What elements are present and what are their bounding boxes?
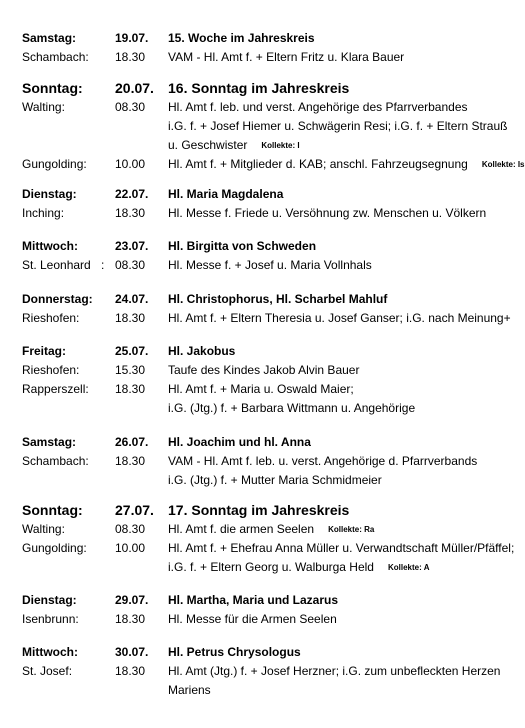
- date: 30.07.: [115, 645, 149, 659]
- day-header: [0, 78, 515, 98]
- location: Gungolding:: [22, 157, 87, 171]
- weekday: Sonntag:: [22, 80, 83, 96]
- schedule-entry: [0, 203, 515, 223]
- date: 26.07.: [115, 435, 149, 449]
- feast-title: 16. Sonntag im Jahreskreis: [168, 80, 350, 96]
- time: 08.30: [115, 100, 146, 114]
- location: Walting:: [22, 100, 65, 114]
- intention-text: i.G. (Jtg.) f. + Barbara Wittmann u. Angehörige: [168, 401, 416, 415]
- time: 18.30: [115, 206, 146, 220]
- feast-title: 15. Woche im Jahreskreis: [168, 31, 315, 45]
- intention-text: Taufe des Kindes Jakob Alvin Bauer: [168, 363, 360, 377]
- schedule-entry: [0, 47, 515, 67]
- schedule-entry: [0, 557, 515, 577]
- weekday: Dienstag:: [22, 593, 77, 607]
- location: Isenbrunn:: [22, 612, 79, 626]
- schedule-entry: [0, 97, 515, 117]
- location: Inching:: [22, 206, 65, 220]
- intention-text: VAM - Hl. Amt f. + Eltern Fritz u. Klara Bauer: [168, 50, 405, 64]
- time: 18.30: [115, 664, 146, 678]
- weekday: Donnerstag:: [22, 292, 93, 306]
- feast-title: Hl. Maria Magdalena: [168, 187, 284, 201]
- location: Rieshofen:: [22, 363, 80, 377]
- time: 10.00: [115, 157, 146, 171]
- day-header: [0, 236, 515, 256]
- schedule-entry: [0, 470, 515, 490]
- intention-text: Hl. Messe f. Friede u. Versöhnung zw. Menschen u. Völkern: [168, 206, 487, 220]
- time: 15.30: [115, 363, 146, 377]
- kollekte-note: Kollekte: A: [387, 563, 430, 572]
- date: 25.07.: [115, 344, 149, 358]
- time: 18.30: [115, 454, 146, 468]
- feast-title: Hl. Joachim und hl. Anna: [168, 435, 311, 449]
- weekday: Freitag:: [22, 344, 67, 358]
- schedule-entry: [0, 519, 515, 539]
- date: 22.07.: [115, 187, 149, 201]
- intention-text: Mariens: [168, 683, 211, 697]
- feast-title: 17. Sonntag im Jahreskreis: [168, 502, 350, 518]
- feast-title: Hl. Christophorus, Hl. Scharbel Mahluf: [168, 292, 388, 306]
- location: Rapperszell:: [22, 382, 89, 396]
- date: 29.07.: [115, 593, 149, 607]
- weekday: Mittwoch:: [22, 645, 78, 659]
- schedule-entry: [0, 398, 515, 418]
- location: St. Leonhard: [22, 258, 91, 272]
- schedule-entry: [0, 661, 515, 681]
- intention-text: Hl. Amt f. + Maria u. Oswald Maier;: [168, 382, 354, 396]
- schedule-entry: [0, 255, 515, 275]
- weekday: Mittwoch:: [22, 239, 78, 253]
- schedule-entry: [0, 680, 515, 700]
- day-header: [0, 289, 515, 309]
- schedule-entry: [0, 135, 515, 155]
- schedule-entry: [0, 609, 515, 629]
- intention-text: i.G. f. + Josef Hiemer u. Schwägerin Resi; i.G. f. + Eltern Strauß: [168, 119, 508, 133]
- feast-title: Hl. Birgitta von Schweden: [168, 239, 317, 253]
- feast-title: Hl. Martha, Maria und Lazarus: [168, 593, 339, 607]
- time: 18.30: [115, 50, 146, 64]
- intention-text: Hl. Messe f. + Josef u. Maria Vollnhals: [168, 258, 372, 272]
- location: St. Josef:: [22, 664, 73, 678]
- kollekte-note: Kollekte: I: [261, 141, 300, 150]
- intention-text: Hl. Amt (Jtg.) f. + Josef Herzner; i.G. zum unbefleckten Herzen: [168, 664, 501, 678]
- date: 19.07.: [115, 31, 149, 45]
- schedule-entry: [0, 379, 515, 399]
- feast-title: Hl. Petrus Chrysologus: [168, 645, 301, 659]
- location: Schambach:: [22, 50, 89, 64]
- schedule-entry: [0, 308, 515, 328]
- time: 08.30: [115, 522, 146, 536]
- date: 20.07.: [115, 80, 154, 96]
- day-header: [0, 28, 515, 48]
- intention-text: Hl. Amt f. + Ehefrau Anna Müller u. Verwandtschaft Müller/Pfäffel;: [168, 541, 515, 555]
- intention-text: Hl. Amt f. leb. und verst. Angehörige des Pfarrverbandes: [168, 100, 468, 114]
- location: Walting:: [22, 522, 65, 536]
- time: 10.00: [115, 541, 146, 555]
- date: 23.07.: [115, 239, 149, 253]
- intention-text: Hl. Amt f. + Eltern Theresia u. Josef Ganser; i.G. nach Meinung+: [168, 311, 511, 325]
- day-header: [0, 184, 515, 204]
- day-header: [0, 590, 515, 610]
- time: 18.30: [115, 382, 146, 396]
- intention-text: VAM - Hl. Amt f. leb. u. verst. Angehörige d. Pfarrverbands: [168, 454, 478, 468]
- intention-text: Hl. Amt f. die armen Seelen Kollekte: Ra: [168, 522, 375, 536]
- feast-title: Hl. Jakobus: [168, 344, 236, 358]
- separator: :: [101, 258, 105, 272]
- date: 24.07.: [115, 292, 149, 306]
- day-header: [0, 341, 515, 361]
- intention-text: Hl. Amt f. + Mitglieder d. KAB; anschl. Fahrzeugsegnung Kollekte: Is: [168, 157, 525, 171]
- schedule-entry: [0, 360, 515, 380]
- kollekte-note: Kollekte: Is: [481, 160, 525, 169]
- day-header: [0, 432, 515, 452]
- location: Rieshofen:: [22, 311, 80, 325]
- schedule-entry: [0, 451, 515, 471]
- schedule-entry: [0, 538, 515, 558]
- day-header: [0, 642, 515, 662]
- location: Schambach:: [22, 454, 89, 468]
- weekday: Sonntag:: [22, 502, 83, 518]
- time: 18.30: [115, 311, 146, 325]
- time: 18.30: [115, 612, 146, 626]
- intention-text: u. Geschwister Kollekte: I: [168, 138, 300, 152]
- location: Gungolding:: [22, 541, 87, 555]
- day-header: [0, 500, 515, 520]
- schedule-entry: [0, 154, 525, 174]
- kollekte-note: Kollekte: Ra: [328, 525, 375, 534]
- time: 08.30: [115, 258, 146, 272]
- intention-text: Hl. Messe für die Armen Seelen: [168, 612, 337, 626]
- date: 27.07.: [115, 502, 154, 518]
- weekday: Samstag:: [22, 31, 77, 45]
- weekday: Samstag:: [22, 435, 77, 449]
- weekday: Dienstag:: [22, 187, 77, 201]
- intention-text: i.G. f. + Eltern Georg u. Walburga Held Kollekte: A: [168, 560, 430, 574]
- intention-text: i.G. (Jtg.) f. + Mutter Maria Schmidmeier: [168, 473, 382, 487]
- schedule-entry: [0, 116, 515, 136]
